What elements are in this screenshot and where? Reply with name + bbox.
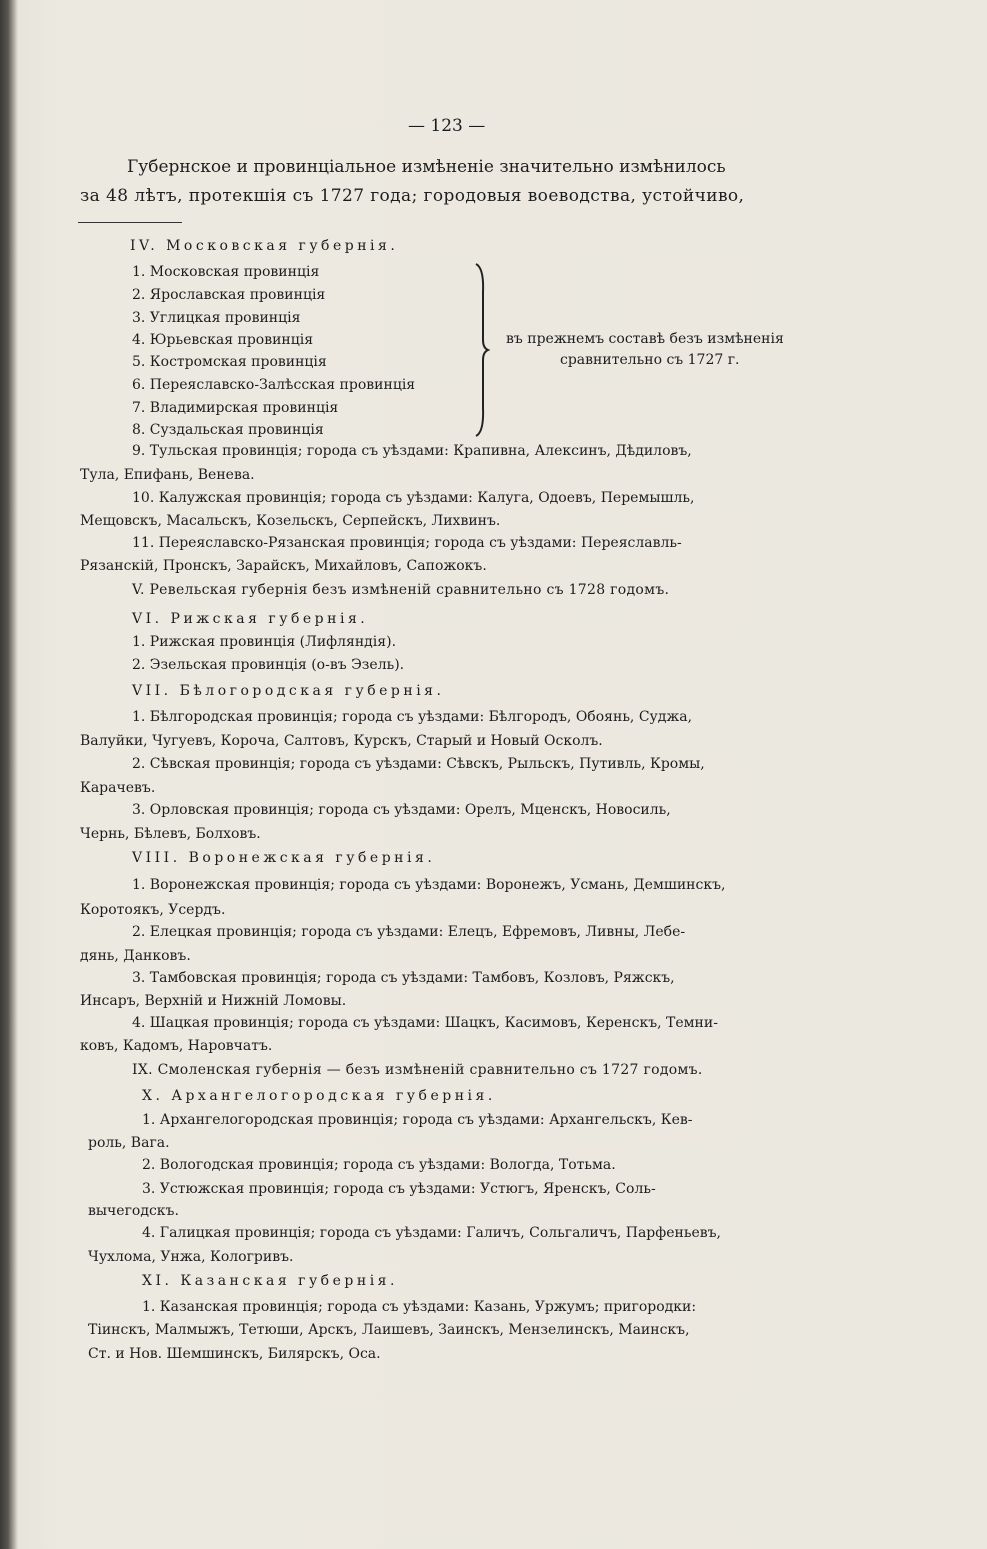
moscow-note-2: сравнительно съ 1727 г. [560, 352, 740, 368]
footnote-rule [78, 222, 182, 223]
moscow-p9b: Тула, Епифань, Венева. [80, 467, 255, 483]
heading-revel: V. Ревельская губернія безъ измѣненій сравнительно съ 1728 годомъ. [132, 582, 670, 598]
voronezh-p4a: 4. Шацкая провинція; города съ уѣздами: Шацкъ, Касимовъ, Керенскъ, Темни- [132, 1015, 718, 1031]
belgorod-p2b: Карачевъ. [80, 780, 156, 796]
intro-line-2: за 48 лѣтъ, протекшія съ 1727 года; городовыя воеводства, устойчиво, [80, 186, 745, 206]
kazan-p1b: Тіинскъ, Малмыжъ, Тетюши, Арскъ, Лаишевъ, Заинскъ, Мензелинскъ, Маинскъ, [88, 1322, 690, 1338]
moscow-item-6: 6. Переяславско-Залѣсская провинція [132, 377, 416, 393]
voronezh-p1b: Коротоякъ, Усердъ. [80, 902, 226, 918]
heading-voronezh: VIII. Воронежская губернія. [132, 850, 436, 866]
archangel-p3a: 3. Устюжская провинція; города съ уѣздами: Устюгъ, Яренскъ, Соль- [142, 1181, 656, 1197]
kazan-p1a: 1. Казанская провинція; города съ уѣздами: Казань, Уржумъ; пригородки: [142, 1299, 697, 1315]
moscow-item-7: 7. Владимирская провинція [132, 400, 339, 416]
riga-p2: 2. Эзельская провинція (о-въ Эзель). [132, 657, 405, 673]
voronezh-p3b: Инсаръ, Верхній и Нижній Ломовы. [80, 993, 347, 1009]
page-number: — 123 — [408, 116, 486, 136]
archangel-p1a: 1. Архангелогородская провинція; города съ уѣздами: Архангельскъ, Кев- [142, 1112, 693, 1128]
moscow-item-2: 2. Ярославская провинція [132, 287, 326, 303]
voronezh-p2b: дянь, Данковъ. [80, 948, 191, 964]
heading-archangel: X. Архангелогородская губернія. [142, 1088, 496, 1104]
moscow-item-3: 3. Углицкая провинція [132, 310, 301, 326]
riga-p1: 1. Рижская провинція (Лифляндія). [132, 634, 397, 650]
moscow-p10a: 10. Калужская провинція; города съ уѣздами: Калуга, Одоевъ, Перемышль, [132, 490, 695, 506]
belgorod-p1a: 1. Бѣлгородская провинція; города съ уѣздами: Бѣлгородъ, Обоянь, Суджа, [132, 709, 693, 725]
belgorod-p3a: 3. Орловская провинція; города съ уѣздами: Орелъ, Мценскъ, Новосиль, [132, 802, 671, 818]
belgorod-p3b: Чернь, Бѣлевъ, Болховъ. [80, 826, 261, 842]
kazan-p1c: Ст. и Нов. Шемшинскъ, Билярскъ, Оса. [88, 1346, 381, 1362]
heading-smolensk: IX. Смоленская губернія — безъ измѣненій сравнительно съ 1727 годомъ. [132, 1062, 703, 1078]
moscow-p11a: 11. Переяславско-Рязанская провинція; города съ уѣздами: Переяславль- [132, 535, 682, 551]
archangel-p3b: вычегодскъ. [88, 1203, 179, 1219]
archangel-p1b: роль, Вага. [88, 1135, 170, 1151]
moscow-item-1: 1. Московская провинція [132, 264, 320, 280]
heading-kazan: XI. Казанская губернія. [142, 1273, 398, 1289]
moscow-p9a: 9. Тульская провинція; города съ уѣздами: Крапивна, Алексинъ, Дѣдиловъ, [132, 443, 692, 459]
archangel-p4b: Чухлома, Унжа, Кологривъ. [88, 1249, 294, 1265]
voronezh-p4b: ковъ, Кадомъ, Наровчатъ. [80, 1038, 273, 1054]
belgorod-p2a: 2. Сѣвская провинція; города съ уѣздами: Сѣвскъ, Рыльскъ, Путивль, Кромы, [132, 756, 705, 772]
voronezh-p1a: 1. Воронежская провинція; города съ уѣздами: Воронежъ, Усмань, Демшинскъ, [132, 877, 726, 893]
moscow-p11b: Рязанскій, Пронскъ, Зарайскъ, Михайловъ, Сапожокъ. [80, 558, 487, 574]
heading-moscow: IV. Московская губернія. [130, 238, 399, 254]
voronezh-p3a: 3. Тамбовская провинція; города съ уѣздами: Тамбовъ, Козловъ, Ряжскъ, [132, 970, 675, 986]
moscow-item-5: 5. Костромская провинція [132, 354, 327, 370]
moscow-note-1: въ прежнемъ составѣ безъ измѣненія [506, 331, 784, 347]
moscow-p10b: Мещовскъ, Масальскъ, Козельскъ, Серпейскъ, Лихвинъ. [80, 513, 501, 529]
curly-brace-icon [474, 262, 490, 438]
heading-belgorod: VII. Бѣлогородская губернія. [132, 683, 445, 699]
heading-riga: VI. Рижская губернія. [132, 611, 369, 627]
moscow-item-4: 4. Юрьевская провинція [132, 332, 314, 348]
moscow-item-8: 8. Суздальская провинція [132, 422, 324, 438]
belgorod-p1b: Валуйки, Чугуевъ, Короча, Салтовъ, Курскъ, Старый и Новый Осколъ. [80, 733, 603, 749]
archangel-p4a: 4. Галицкая провинція; города съ уѣздами: Галичъ, Сольгаличъ, Парфеньевъ, [142, 1225, 721, 1241]
intro-text-1: Губернское и провинціальное измѣненіе значительно измѣнилось [127, 157, 726, 177]
archangel-p2: 2. Вологодская провинція; города съ уѣздами: Вологда, Тотьма. [142, 1157, 616, 1173]
intro-line-1 [127, 156, 829, 178]
voronezh-p2a: 2. Елецкая провинція; города съ уѣздами: Елецъ, Ефремовъ, Ливны, Лебе- [132, 924, 686, 940]
